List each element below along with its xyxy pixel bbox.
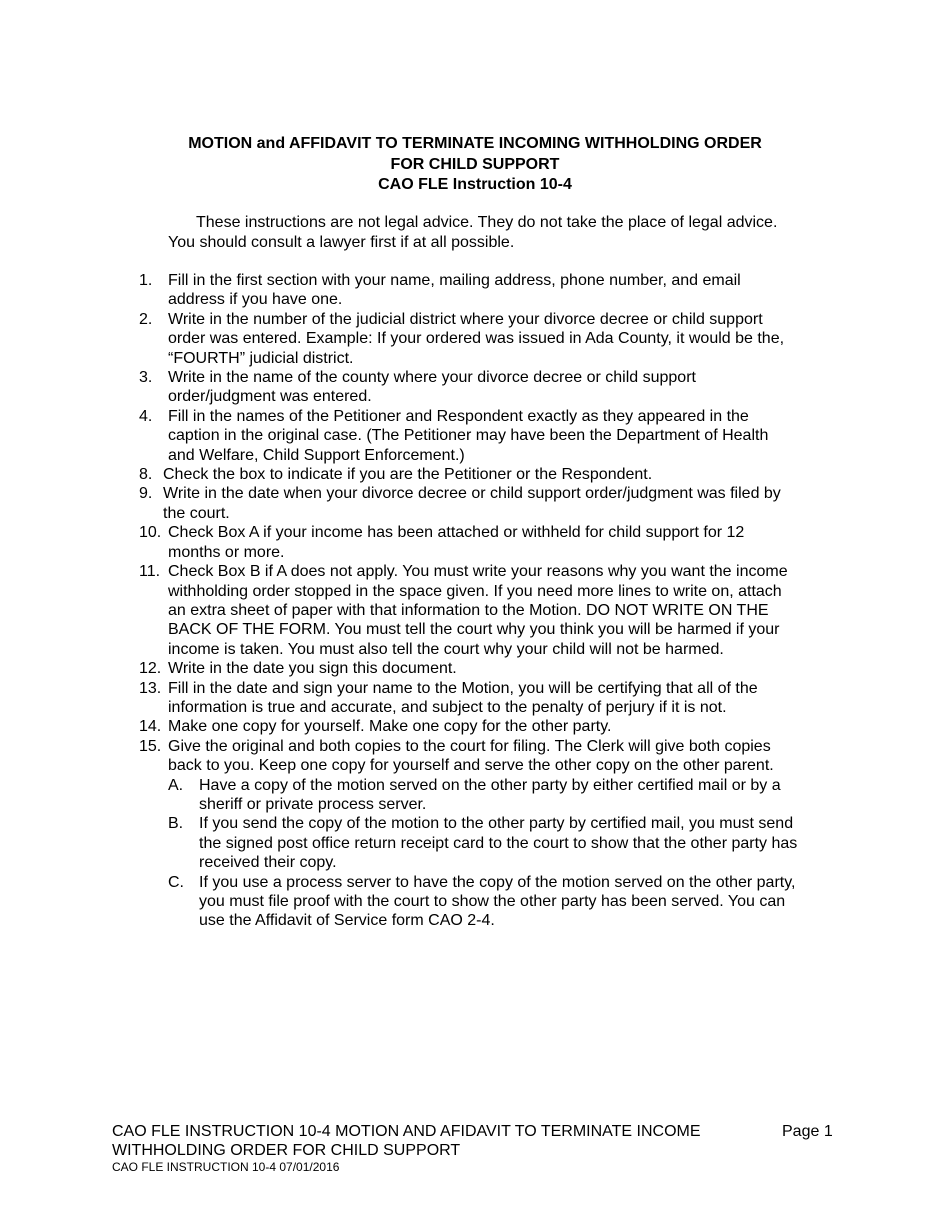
substep-letter: B. — [168, 815, 184, 833]
step-text-line: Give the original and both copies to the court for filing. The Clerk will give both copies — [168, 737, 771, 755]
step-number: 2. — [139, 310, 153, 328]
step-text-line: order/judgment was entered. — [168, 388, 372, 406]
step-text-line: Fill in the names of the Petitioner and Respondent exactly as they appeared in the — [168, 407, 749, 425]
instruction-step — [139, 407, 849, 465]
instruction-step — [139, 679, 849, 718]
substep-item — [168, 776, 849, 815]
step-text — [168, 368, 849, 407]
substep-text — [199, 873, 849, 931]
step-text-line: Check the box to indicate if you are the Petitioner or the Respondent. — [163, 466, 653, 484]
step-number: 1. — [139, 272, 153, 289]
step-text-line: Write in the date you sign this document. — [168, 660, 457, 678]
step-text-line: the court. — [163, 504, 230, 522]
step-text-line: caption in the original case. (The Petitioner may have been the Department of Health — [168, 427, 769, 445]
step-text — [168, 407, 849, 465]
step-number: 11. — [139, 563, 161, 581]
step-number: 4. — [139, 407, 153, 425]
step-text-line: Check Box A if your income has been attached or withheld for child support for 12 — [168, 524, 745, 542]
step-text-line: information is true and accurate, and subject to the penalty of perjury if it is not. — [168, 698, 727, 716]
step-number: 9. — [139, 485, 153, 503]
instruction-step — [139, 562, 849, 659]
step-text-line: address if you have one. — [168, 291, 343, 309]
step-text-line: order was entered. Example: If your ordered was issued in Ada County, it would be the, — [168, 330, 785, 348]
title-line-3: CAO FLE Instruction 10-4 — [378, 176, 572, 193]
step-text — [168, 310, 849, 368]
footer-title-line-1: CAO FLE INSTRUCTION 10-4 MOTION AND AFIDAVIT TO TERMINATE INCOME — [112, 1123, 701, 1140]
step-text-line: Write in the number of the judicial district where your divorce decree or child support — [168, 310, 763, 328]
step-text-line: income is taken. You must also tell the court why your child will not be harmed. — [168, 640, 724, 658]
substep-text-line: use the Affidavit of Service form CAO 2-4. — [199, 912, 495, 930]
step-text-line: Check Box B if A does not apply. You must write your reasons why you want the income — [168, 563, 788, 581]
instruction-step — [139, 368, 849, 407]
step-text-line: withholding order stopped in the space given. If you need more lines to write on, attach — [168, 582, 782, 600]
step-text-line: an extra sheet of paper with that information to the Motion. DO NOT WRITE ON THE — [168, 601, 769, 619]
step-text-line: “FOURTH” judicial district. — [168, 349, 354, 367]
instruction-step — [139, 484, 849, 523]
step-text-line: Fill in the date and sign your name to the Motion, you will be certifying that all of the — [168, 679, 758, 697]
step-text — [163, 465, 849, 484]
step-text-line: months or more. — [168, 543, 285, 561]
substep-text-line: If you send the copy of the motion to the other party by certified mail, you must send — [199, 815, 794, 833]
instruction-step — [139, 523, 849, 562]
step-text — [168, 679, 849, 718]
instruction-step — [139, 271, 849, 310]
instruction-step — [139, 310, 849, 368]
step-text — [168, 562, 849, 659]
footer — [112, 1123, 832, 1175]
footer-form-date: CAO FLE INSTRUCTION 10-4 07/01/2016 — [112, 1160, 340, 1174]
step-number: 8. — [139, 466, 153, 484]
disclaimer-paragraph — [168, 213, 848, 252]
title-line-2: FOR CHILD SUPPORT — [390, 155, 560, 173]
substep-text-line: If you use a process server to have the copy of the motion served on the other party, — [199, 873, 796, 891]
service-substeps — [168, 776, 849, 931]
step-text — [168, 659, 849, 678]
step-text — [168, 737, 849, 776]
step-text-line: Write in the date when your divorce decree or child support order/judgment was filed by — [163, 485, 781, 503]
substep-letter: C. — [168, 873, 184, 891]
instruction-step — [139, 717, 849, 736]
step-text-line: back to you. Keep one copy for yourself and serve the other copy on the other parent. — [168, 757, 774, 775]
step-number: 3. — [139, 369, 153, 387]
substep-text — [199, 814, 849, 872]
step-text-line: Fill in the first section with your name, mailing address, phone number, and email — [168, 272, 741, 289]
page-number: Page 1 — [782, 1123, 833, 1140]
substep-text-line: you must file proof with the court to show the other party has been served. You can — [199, 893, 786, 910]
footer-title-line-2: WITHHOLDING ORDER FOR CHILD SUPPORT — [112, 1141, 461, 1159]
step-text-line: Make one copy for yourself. Make one copy for the other party. — [168, 718, 612, 736]
step-text-line: and Welfare, Child Support Enforcement.) — [168, 446, 465, 464]
substep-text-line: the signed post office return receipt card to the court to show that the other party has — [199, 834, 798, 852]
step-text — [168, 523, 849, 562]
disclaimer-line-1: These instructions are not legal advice. They do not take the place of legal advice. — [196, 214, 778, 231]
step-text-line: BACK OF THE FORM. You must tell the court why you think you will be harmed if your — [168, 621, 780, 639]
disclaimer-line-2: You should consult a lawyer first if at all possible. — [168, 233, 515, 251]
step-number: 15. — [139, 737, 162, 755]
instruction-step — [139, 465, 849, 484]
substep-item — [168, 873, 849, 931]
substep-text-line: Have a copy of the motion served on the other party by either certified mail or by a — [199, 776, 781, 794]
step-number: 14. — [139, 718, 162, 736]
step-number: 13. — [139, 679, 162, 697]
substep-item — [168, 814, 849, 872]
step-text — [168, 717, 849, 736]
substep-text-line: received their copy. — [199, 854, 337, 872]
step-text-line: Write in the name of the county where your divorce decree or child support — [168, 369, 696, 387]
step-text — [168, 271, 849, 310]
instruction-list — [139, 271, 849, 931]
substep-text-line: sheriff or private process server. — [199, 795, 427, 813]
substep-letter: A. — [168, 776, 184, 794]
step-text — [163, 484, 849, 523]
instruction-step — [139, 737, 849, 776]
step-number: 12. — [139, 660, 162, 678]
document-title — [0, 134, 950, 196]
step-number: 10. — [139, 524, 162, 542]
substep-text — [199, 776, 849, 815]
title-line-1: MOTION and AFFIDAVIT TO TERMINATE INCOMING WITHHOLDING ORDER — [188, 135, 762, 152]
instruction-step — [139, 659, 849, 678]
